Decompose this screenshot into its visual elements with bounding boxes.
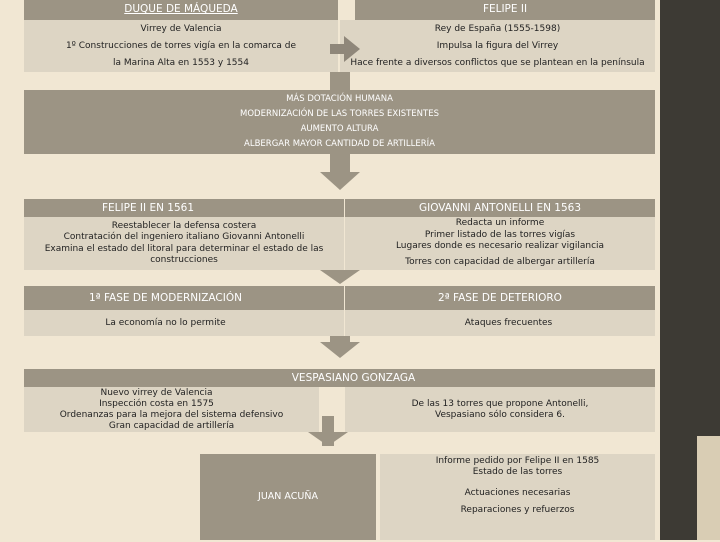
felipe-title-text: FELIPE II: [482, 3, 528, 15]
antonelli-title: GIOVANNI ANTONELLI EN 1563: [345, 199, 655, 217]
felipe-1561-line-4: construcciones: [150, 255, 218, 265]
fase-2-text: Ataques frecuentes: [345, 310, 655, 336]
fase-2-title: 2ª FASE DE DETERIORO: [345, 286, 655, 310]
down-arrow-stem-2: [330, 154, 350, 174]
felipe-1561-line-1: Reestablecer la defensa costera: [111, 220, 257, 231]
side-accent: [697, 436, 720, 540]
vespasiano-line-2: Inspección costa en 1575: [99, 398, 214, 409]
down-arrow-icon-3: [320, 270, 360, 284]
fase-1-title: 1ª FASE DE MODERNIZACIÓN: [24, 286, 344, 310]
vespasiano-line-1: Nuevo virrey de Valencia: [100, 387, 213, 398]
down-arrow-icon-5: [308, 432, 348, 446]
modernization-line-4: ALBERGAR MAYOR CANTIDAD DE ARTILLERÍA: [244, 139, 435, 149]
acuna-right-box: [380, 454, 655, 540]
down-arrow-icon-4: [320, 342, 360, 358]
acuna-box: [200, 454, 376, 540]
vespasiano-right-line-2: Vespasiano sólo considera 6.: [434, 409, 565, 420]
duque-title-text: DUQUE DE MÁQUEDA: [124, 3, 238, 15]
antonelli-line-1: Redacta un informe: [455, 218, 545, 229]
fase-1-text: La economía no lo permite: [24, 310, 344, 336]
felipe-1561-title: FELIPE II EN 1561: [24, 199, 344, 217]
felipe-title: [355, 0, 655, 20]
felipe-1561-box: [24, 217, 344, 270]
felipe-line-3: Hace frente a diversos conflictos que se plantean en la península: [340, 54, 655, 72]
felipe-line-1: Rey de España (1555-1598): [340, 20, 655, 38]
modernization-line-3: AUMENTO ALTURA: [300, 124, 379, 134]
modernization-line-1: MÁS DOTACIÓN HUMANA: [286, 94, 393, 104]
antonelli-line-3: Lugares donde es necesario realizar vigilancia: [395, 241, 605, 252]
vespasiano-left-box: [24, 387, 319, 432]
duque-title: [24, 0, 338, 20]
down-arrow-stem-1: [330, 72, 350, 90]
felipe-line-2: Impulsa la figura del Virrey: [340, 38, 655, 54]
vespasiano-line-4: Gran capacidad de artillería: [108, 420, 235, 431]
acuna-line-3: Actuaciones necesarias: [464, 488, 571, 498]
antonelli-box: [345, 217, 655, 270]
vespasiano-right-box: [345, 387, 655, 432]
right-arrow-icon: [330, 36, 360, 62]
modernization-line-2: MODERNIZACIÓN DE LAS TORRES EXISTENTES: [240, 109, 439, 119]
acuna-line-4: Reparaciones y refuerzos: [460, 505, 575, 515]
vespasiano-right-line-1: De las 13 torres que propone Antonelli,: [411, 398, 589, 409]
vespasiano-title: VESPASIANO GONZAGA: [24, 369, 655, 387]
down-arrow-icon-2: [320, 172, 360, 190]
duque-line-1: Virrey de Valencia: [24, 20, 338, 38]
felipe-1561-line-2: Contratación del ingeniero italiano Giovanni Antonelli: [63, 232, 305, 242]
acuna-line-1: Informe pedido por Felipe II en 1585: [435, 456, 600, 466]
duque-line-3: la Marina Alta en 1553 y 1554: [24, 54, 338, 72]
duque-line-2: 1º Construcciones de torres vigía en la comarca de: [24, 38, 338, 54]
acuna-title: JUAN ACUÑA: [258, 491, 318, 502]
modernization-box: [24, 90, 655, 154]
acuna-line-2: Estado de las torres: [472, 467, 563, 477]
antonelli-line-4: Torres con capacidad de albergar artillería: [405, 256, 595, 267]
antonelli-line-2: Primer listado de las torres vigías: [424, 229, 576, 240]
felipe-1561-line-3: Examina el estado del litoral para determinar el estado de las: [44, 243, 324, 254]
vespasiano-line-3: Ordenanzas para la mejora del sistema defensivo: [59, 409, 284, 420]
